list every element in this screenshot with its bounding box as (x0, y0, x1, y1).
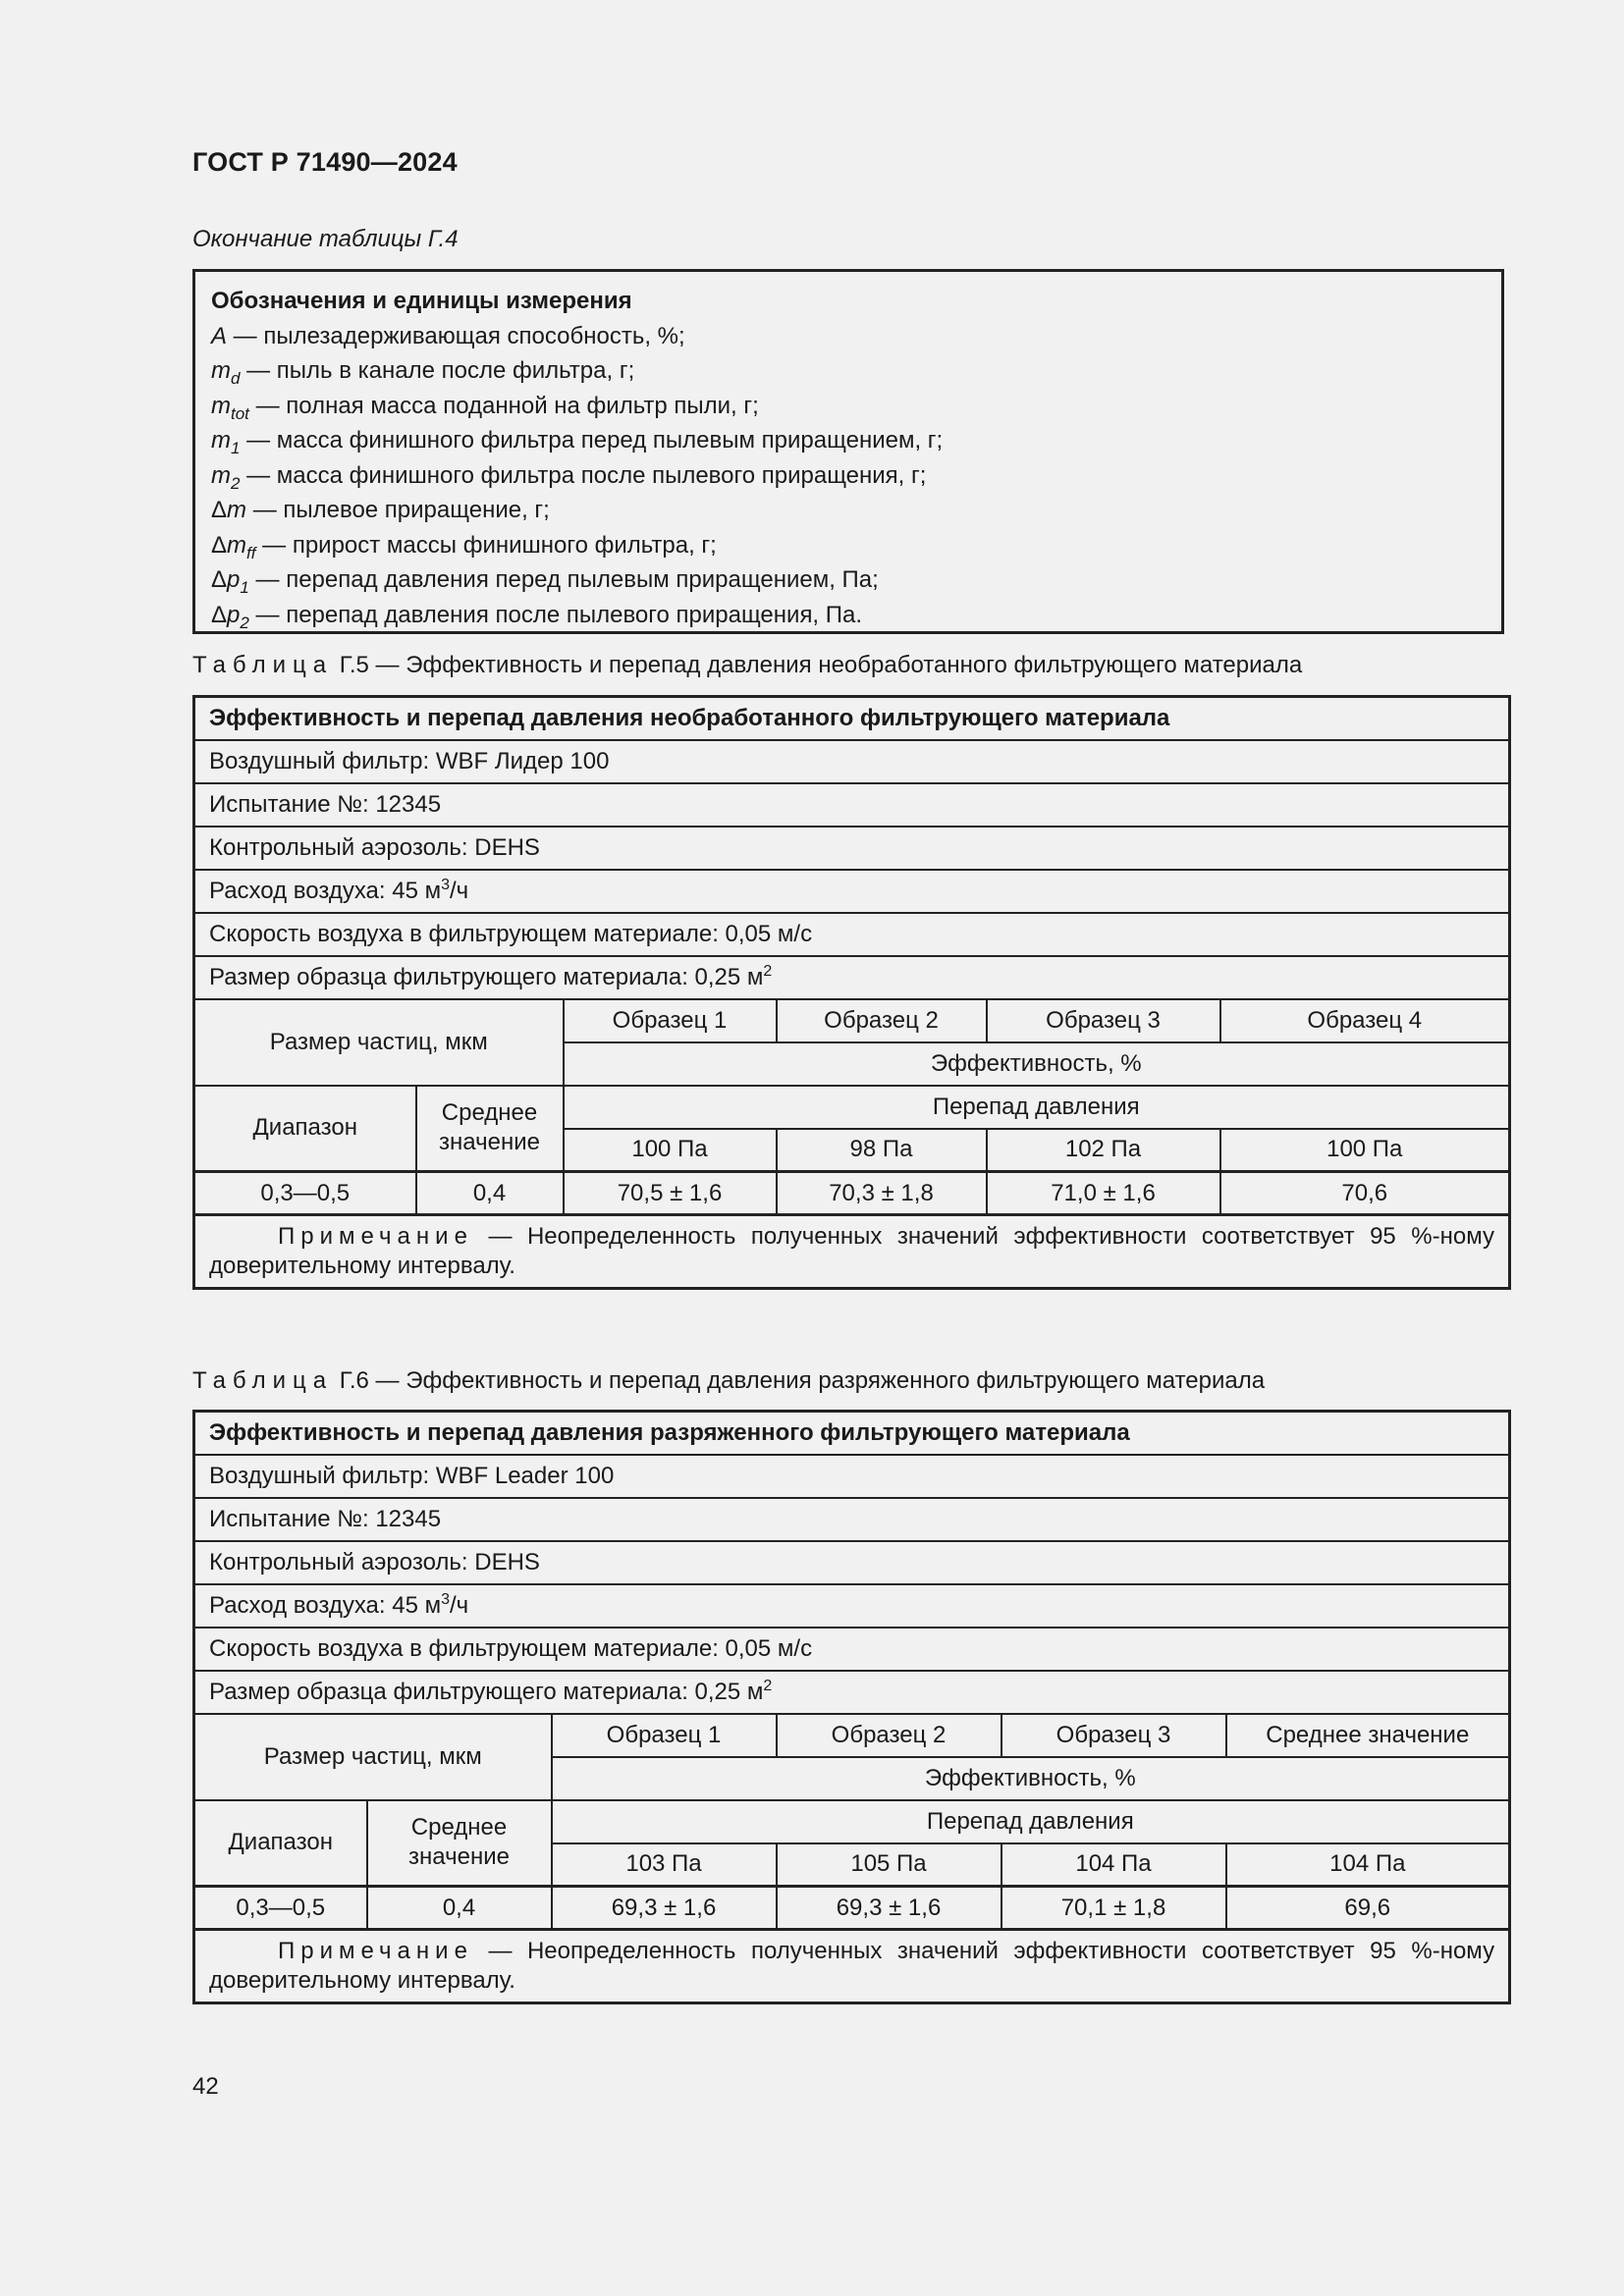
document-code: ГОСТ Р 71490—2024 (192, 147, 458, 177)
table5-range-cell: 0,3—0,5 (194, 1172, 416, 1215)
table6-sample-header: Образец 3 (1001, 1714, 1226, 1757)
legend-line: $\Delta p_2$ — перепад давления после пылевого приращения, Па. (211, 601, 863, 632)
legend-line: Δm — пылевое приращение, г; (211, 497, 550, 523)
table6-caption-label: Таблица (192, 1367, 334, 1394)
table6-efficiency-header: Эффективность, % (552, 1757, 1510, 1800)
table6-note-head: Примечание (278, 1938, 473, 1964)
table6-sample-header: Образец 1 (552, 1714, 777, 1757)
table6-note-text: — Неопределенность полученных значений эффективности соответствует 95 %-ному доверительному интервалу. (209, 1938, 1495, 1994)
table5-particle-size-header: Размер частиц, мкм (194, 999, 564, 1086)
table6-title: Эффективность и перепад давления разряженного фильтрующего материала (194, 1412, 1510, 1455)
table5-value-cell: 70,3 ± 1,8 (777, 1172, 987, 1215)
table5-pressure-cell: 100 Па (1220, 1129, 1510, 1172)
table5-note-head: Примечание (278, 1223, 473, 1250)
table6-range-header: Диапазон (194, 1800, 367, 1887)
table6-value-cell: 70,1 ± 1,8 (1001, 1887, 1226, 1930)
table5-pressure-drop-header: Перепад давления (564, 1086, 1510, 1129)
table5-flow: Расход воздуха: 45 $м^3/ч$ (194, 870, 1510, 913)
table6-filter: Воздушный фильтр: WBF Leader 100 (194, 1455, 1510, 1498)
table5-title: Эффективность и перепад давления необработанного фильтрующего материала (194, 697, 1510, 740)
legend-box (192, 269, 1504, 634)
table6-pressure-drop-header: Перепад давления (552, 1800, 1510, 1843)
table5-sample-header: Образец 4 (1220, 999, 1510, 1042)
table6-range-cell: 0,3—0,5 (194, 1887, 367, 1930)
table6-pressure-cell: 105 Па (777, 1843, 1001, 1887)
legend-line: A — пылезадерживающая способность, %; (211, 322, 685, 349)
legend-line: $m_d$ — пыль в канале после фильтра, г; (211, 357, 635, 388)
table5-test: Испытание №: 12345 (194, 783, 1510, 827)
legend-line: $m_1$ — масса финишного фильтра перед пылевым приращением, г; (211, 427, 944, 457)
table5-note-text: — Неопределенность полученных значений эффективности соответствует 95 %-ному доверительному интервалу. (209, 1223, 1494, 1279)
table6-test: Испытание №: 12345 (194, 1498, 1510, 1541)
continuation-caption: Окончание таблицы Г.4 (192, 226, 459, 252)
table5-value-cell: 71,0 ± 1,6 (987, 1172, 1220, 1215)
table6-sample-header: Среднее значение (1226, 1714, 1510, 1757)
table5-caption-label: Таблица (192, 652, 334, 678)
page-number: 42 (192, 2073, 219, 2100)
table6-caption-rest: Г.6 — Эффективность и перепад давления разряженного фильтрующего материала (339, 1367, 1266, 1394)
table5-sample-header: Образец 2 (777, 999, 987, 1042)
table6-aerosol: Контрольный аэрозоль: DEHS (194, 1541, 1510, 1584)
table5-pressure-cell: 98 Па (777, 1129, 987, 1172)
table5-filter: Воздушный фильтр: WBF Лидер 100 (194, 740, 1510, 783)
table6-caption (192, 1367, 1265, 1395)
table6-velocity: Скорость воздуха в фильтрующем материале: 0,05 м/с (194, 1628, 1510, 1671)
table5-velocity: Скорость воздуха в фильтрующем материале: 0,05 м/с (194, 913, 1510, 956)
table6-value-cell: 69,3 ± 1,6 (777, 1887, 1001, 1930)
table6-sample-size: Размер образца фильтрующего материала: 0,25 $м^2$ (194, 1671, 1510, 1714)
legend-title: Обозначения и единицы измерения (211, 288, 632, 314)
table5-sample-header: Образец 1 (564, 999, 777, 1042)
table6-mean-cell: 0,4 (367, 1887, 552, 1930)
table6-value-cell: 69,6 (1226, 1887, 1510, 1930)
table6 (192, 1410, 1511, 2004)
table5-efficiency-header: Эффективность, % (564, 1042, 1510, 1086)
legend-line: $\Delta p_1$ — перепад давления перед пылевым приращением, Па; (211, 566, 879, 597)
table6-pressure-cell: 103 Па (552, 1843, 777, 1887)
table5-caption (192, 652, 1302, 679)
table6-pressure-cell: 104 Па (1226, 1843, 1510, 1887)
table6-flow: Расход воздуха: 45 $м^3/ч$ (194, 1584, 1510, 1628)
table5-value-cell: 70,6 (1220, 1172, 1510, 1215)
table5-mean-header: Среднее значение (416, 1086, 564, 1172)
table5-caption-rest: Г.5 — Эффективность и перепад давления необработанного фильтрующего материала (339, 652, 1303, 678)
legend-lines (211, 319, 1486, 633)
table5-pressure-cell: 100 Па (564, 1129, 777, 1172)
table5-value-cell: 70,5 ± 1,6 (564, 1172, 777, 1215)
table5-aerosol: Контрольный аэрозоль: DEHS (194, 827, 1510, 870)
table5-range-header: Диапазон (194, 1086, 416, 1172)
table5 (192, 695, 1511, 1290)
legend-line: $m_2$ — масса финишного фильтра после пылевого приращения, г; (211, 461, 927, 493)
table6-sample-header: Образец 2 (777, 1714, 1001, 1757)
legend-line: $m_{tot}$ — полная масса поданной на фильтр пыли, г; (211, 392, 759, 423)
table6-value-cell: 69,3 ± 1,6 (552, 1887, 777, 1930)
table6-pressure-cell: 104 Па (1001, 1843, 1226, 1887)
table5-pressure-cell: 102 Па (987, 1129, 1220, 1172)
table5-sample-size: Размер образца фильтрующего материала: 0,25 $м^2$ (194, 956, 1510, 999)
table6-mean-header: Среднее значение (367, 1800, 552, 1887)
table5-note (194, 1215, 1510, 1289)
table5-sample-header: Образец 3 (987, 999, 1220, 1042)
table6-note (194, 1930, 1510, 2003)
table6-particle-size-header: Размер частиц, мкм (194, 1714, 552, 1800)
legend-line: $\Delta m_{ff}$ — прирост массы финишного фильтра, г; (211, 531, 717, 562)
table5-mean-cell: 0,4 (416, 1172, 564, 1215)
